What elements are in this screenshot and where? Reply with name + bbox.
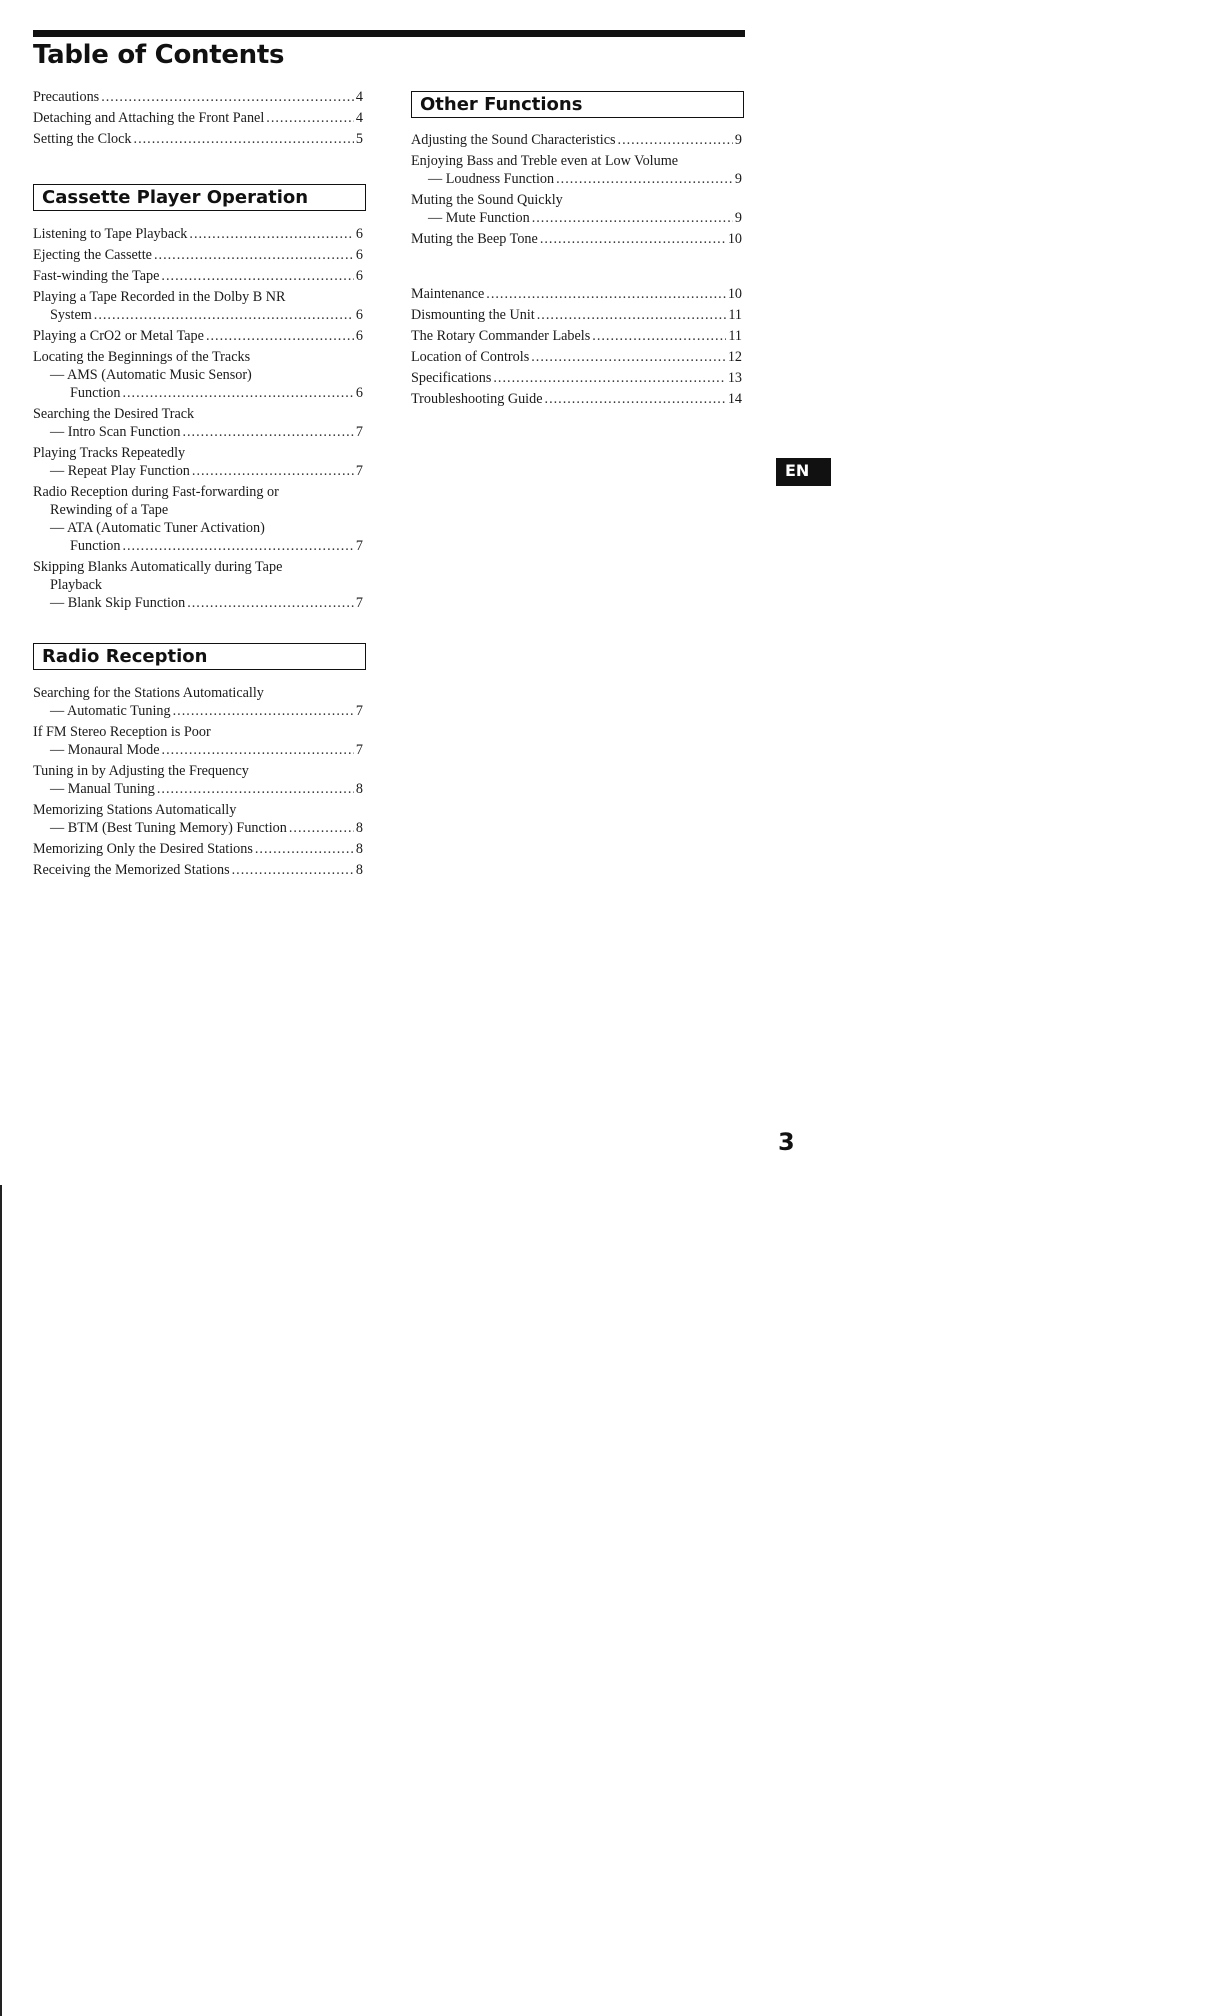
toc-entry-title: Maintenance [411,286,485,302]
toc-entry [33,762,363,798]
language-tab: EN [776,458,831,486]
toc-entry-subtitle: — Blank Skip Function [50,595,186,611]
leader-dots [266,109,354,127]
leader-dots [173,702,354,720]
toc-entry-title: Troubleshooting Guide [411,391,543,407]
toc-entry-title: Adjusting the Sound Characteristics [411,132,616,148]
page-title: Table of Contents [33,40,285,70]
toc-page-number: 8 [355,862,363,878]
leader-dots [94,306,354,324]
toc-entry-subtitle: System [50,307,92,323]
toc-entry-title: Enjoying Bass and Treble even at Low Volume [411,153,679,169]
toc-entry-title: Memorizing Only the Desired Stations [33,841,253,857]
toc-entry-title: Playing a Tape Recorded in the Dolby B NR [33,289,286,305]
toc-page-number: 7 [355,703,363,719]
toc-page-number: 8 [355,841,363,857]
toc-page-number: 12 [727,349,742,365]
toc-page-number: 10 [727,286,742,302]
toc-page-number: 6 [355,268,363,284]
toc-entry-subtitle: — Manual Tuning [50,781,155,797]
leader-dots [157,780,354,798]
toc-entry-title: If FM Stereo Reception is Poor [33,724,211,740]
toc-entry [33,444,363,480]
toc-entry-subtitle: — Loudness Function [428,171,555,187]
toc-entry-title: The Rotary Commander Labels [411,328,591,344]
other-entries [411,131,742,251]
leader-dots [134,130,354,148]
toc-entry-subtitle: Function [70,538,121,554]
toc-entry [33,483,363,555]
toc-entry-title: Muting the Sound Quickly [411,192,563,208]
toc-entry [33,130,363,148]
leader-dots [161,267,353,285]
toc-entry [411,390,742,408]
cassette-section-heading: Cassette Player Operation [33,184,366,211]
toc-entry [33,109,363,127]
leader-dots [189,225,354,243]
toc-entry-subtitle: — BTM (Best Tuning Memory) Function [50,820,287,836]
toc-entry-subtitle: — Repeat Play Function [50,463,190,479]
toc-entry [411,131,742,149]
leader-dots [618,131,733,149]
toc-page-number: 7 [355,424,363,440]
toc-entry-title: Tuning in by Adjusting the Frequency [33,763,249,779]
toc-entry [33,246,363,264]
toc-entry-subtitle: Function [70,385,121,401]
radio-section-heading: Radio Reception [33,643,366,670]
toc-entry [33,801,363,837]
toc-entry-subtitle: — AMS (Automatic Music Sensor) [50,367,252,383]
leader-dots [531,348,726,366]
toc-entry-title: Location of Controls [411,349,530,365]
toc-entry-title: Muting the Beep Tone [411,231,538,247]
toc-entry-title: Specifications [411,370,492,386]
toc-entry [411,348,742,366]
leader-dots [545,390,726,408]
toc-entry [33,684,363,720]
leader-dots [532,209,733,227]
toc-entry-subtitle: Playback [50,577,103,593]
toc-page-number: 5 [355,131,363,147]
toc-entry [411,369,742,387]
leader-dots [122,384,353,402]
toc-entry [33,267,363,285]
toc-page-number: 6 [355,307,363,323]
toc-page-number: 9 [734,132,742,148]
leader-dots [206,327,354,345]
toc-entry-title: Searching for the Stations Automatically [33,685,264,701]
leader-dots [122,537,353,555]
toc-page-number: 8 [355,820,363,836]
toc-entry-title: Detaching and Attaching the Front Panel [33,110,265,126]
toc-page-number: 7 [355,463,363,479]
toc-page-number: 7 [355,595,363,611]
radio-entries [33,684,363,882]
toc-page-number: 10 [727,231,742,247]
toc-entry-subtitle: — Intro Scan Function [50,424,181,440]
leader-dots [556,170,733,188]
toc-entry-subtitle: Rewinding of a Tape [50,502,169,518]
top-rule [33,30,745,37]
page-number: 3 [778,1128,795,1156]
toc-page-number: 4 [355,89,363,105]
toc-entry [33,225,363,243]
toc-entry-title: Fast-winding the Tape [33,268,160,284]
toc-entry [33,558,363,612]
toc-entry [411,285,742,303]
toc-page-number: 6 [355,385,363,401]
toc-entry [411,152,742,188]
toc-page-number: 11 [728,307,742,323]
toc-entry-title: Playing Tracks Repeatedly [33,445,186,461]
toc-page-number: 13 [727,370,742,386]
toc-page-number: 7 [355,742,363,758]
leader-dots [192,462,354,480]
edge-rule [0,1185,2,2016]
toc-entry-title: Radio Reception during Fast-forwarding or [33,484,279,500]
toc-entry-title: Playing a CrO2 or Metal Tape [33,328,204,344]
toc-page-number: 6 [355,328,363,344]
leader-dots [592,327,726,345]
cassette-entries [33,225,363,615]
toc-page-number: 7 [355,538,363,554]
toc-entry [33,288,363,324]
leader-dots [289,819,354,837]
toc-entry-title: Precautions [33,89,100,105]
toc-entry-subtitle: — ATA (Automatic Tuner Activation) [50,520,265,536]
leader-dots [537,306,727,324]
toc-entry [411,306,742,324]
toc-entry-title: Memorizing Stations Automatically [33,802,237,818]
leader-dots [154,246,354,264]
toc-entry [33,840,363,858]
toc-entry [411,191,742,227]
toc-entry [33,723,363,759]
leader-dots [187,594,354,612]
leader-dots [232,861,354,879]
toc-entry-subtitle: — Monaural Mode [50,742,160,758]
toc-entry [33,348,363,402]
toc-entry-title: Skipping Blanks Automatically during Tape [33,559,283,575]
toc-entry-title: Locating the Beginnings of the Tracks [33,349,251,365]
toc-page-number: 6 [355,247,363,263]
leader-dots [493,369,725,387]
toc-entry [33,405,363,441]
toc-entry-title: Ejecting the Cassette [33,247,152,263]
toc-entry-title: Setting the Clock [33,131,132,147]
intro-list [33,88,363,151]
toc-page-number: 6 [355,226,363,242]
leader-dots [101,88,354,106]
toc-entry [411,230,742,248]
toc-entry-title: Searching the Desired Track [33,406,195,422]
leader-dots [182,423,353,441]
toc-page-number: 9 [734,210,742,226]
toc-page-number: 8 [355,781,363,797]
toc-entry [411,327,742,345]
toc-entry-title: Receiving the Memorized Stations [33,862,230,878]
toc-page-number: 9 [734,171,742,187]
toc-page-number: 4 [355,110,363,126]
other-section-heading: Other Functions [411,91,744,118]
toc-entry [33,88,363,106]
toc-page-number: 14 [727,391,742,407]
leader-dots [162,741,354,759]
toc-entry-title: Listening to Tape Playback [33,226,188,242]
leader-dots [255,840,354,858]
toc-entry-title: Dismounting the Unit [411,307,535,323]
leader-dots [540,230,726,248]
leader-dots [486,285,726,303]
toc-entry-subtitle: — Automatic Tuning [50,703,171,719]
toc-page-number: 11 [728,328,742,344]
toc-entry [33,327,363,345]
toc-entry [33,861,363,879]
misc-entries [411,285,742,411]
toc-entry-subtitle: — Mute Function [428,210,530,226]
